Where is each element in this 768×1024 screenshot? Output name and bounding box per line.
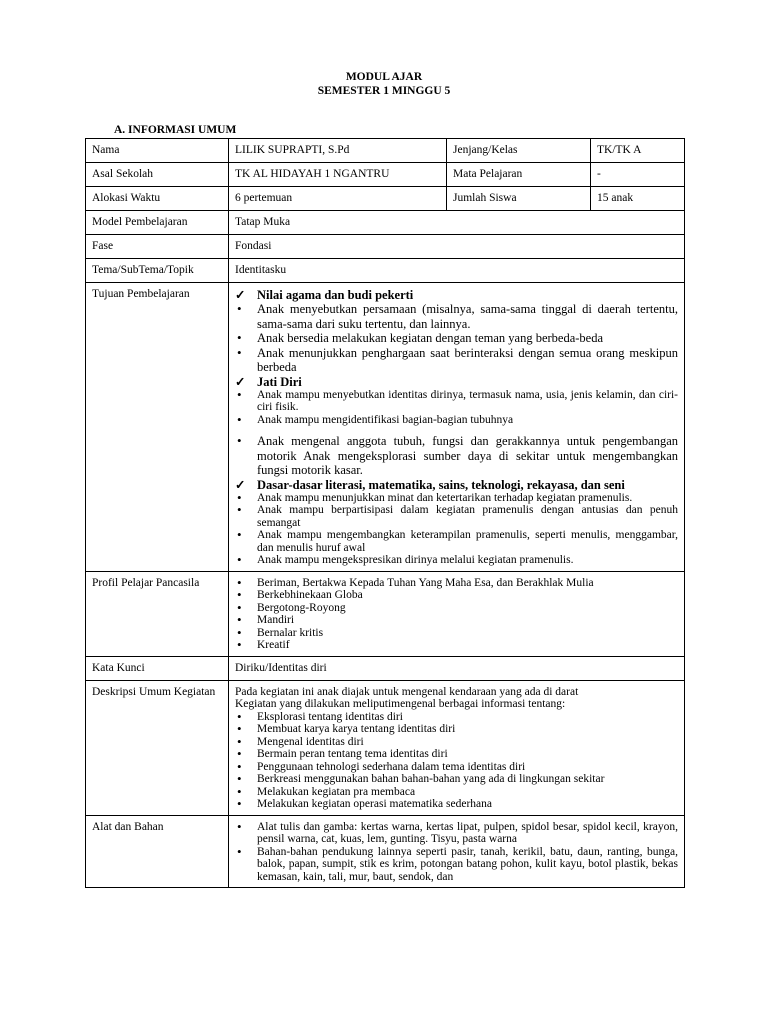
checkmark-icon: ✓ (235, 477, 246, 492)
kata-kunci-label: Kata Kunci (86, 656, 229, 680)
table-row (86, 139, 685, 163)
nama-label: Nama (86, 139, 229, 163)
info-table (85, 138, 685, 888)
alat-label: Alat dan Bahan (86, 815, 229, 888)
tujuan-content (229, 283, 685, 572)
list-item: • Anak menyebutkan persamaan (misalnya, sama-sama tinggal di daerah tertentu, sama-sama dari suku tertentu, dan lainnya. (235, 302, 678, 331)
section-heading: A. INFORMASI UMUM (114, 124, 237, 136)
list-item: • Kreatif (235, 639, 678, 652)
document-title: MODUL AJAR (345, 71, 423, 83)
tujuan-group-2-list-extra (235, 434, 678, 478)
list-item: • Bergotong-Royong (235, 602, 678, 615)
fase-value: Fondasi (229, 235, 685, 259)
checkmark-icon: ✓ (235, 374, 246, 389)
table-row (86, 815, 685, 888)
list-item: • Penggunaan tehnologi sederhana dalam tema identitas diri (235, 761, 678, 774)
tujuan-group-2-list (235, 389, 678, 427)
deskripsi-label: Deskripsi Umum Kegiatan (86, 680, 229, 815)
kata-kunci-value: Diriku/Identitas diri (229, 656, 685, 680)
list-item: • Anak mampu mengidentifikasi bagian-bagian tubuhnya (235, 414, 678, 427)
mapel-value: - (591, 163, 685, 187)
tema-value: Identitasku (229, 259, 685, 283)
list-item: • Anak mampu menunjukkan minat dan ketertarikan terhadap kegiatan pramenulis. (235, 492, 678, 505)
list-item: • Anak mampu mengembangkan keterampilan pramenulis, seperti menulis, menggambar, dan menulis huruf awal (235, 529, 678, 554)
tujuan-group-1-list (235, 302, 678, 375)
tujuan-label: Tujuan Pembelajaran (86, 283, 229, 572)
jenjang-label: Jenjang/Kelas (447, 139, 591, 163)
deskripsi-list (235, 711, 678, 811)
deskripsi-intro-1: Pada kegiatan ini anak diajak untuk mengenal kendaraan yang ada di darat (235, 685, 579, 698)
list-item: • Mengenal identitas diri (235, 736, 678, 749)
list-item: • Melakukan kegiatan pra membaca (235, 786, 678, 799)
list-item: • Anak mengenal anggota tubuh, fungsi dan gerakkannya untuk pengembangan motorik Anak mengeksplorasi sumber daya di sekitar untuk mengembangkan fungsi motorik kasar. (235, 434, 678, 478)
list-item: • Alat tulis dan gamba: kertas warna, kertas lipat, pulpen, spidol besar, spidol kecil, krayon, pensil warna, cat, kuas, lem, gunting. Tisyu, pasta warna (235, 821, 678, 846)
table-row (86, 211, 685, 235)
tujuan-group-3 (235, 478, 678, 492)
list-item: • Beriman, Bertakwa Kepada Tuhan Yang Maha Esa, dan Berakhlak Mulia (235, 577, 678, 590)
list-item: • Bermain peran tentang tema identitas diri (235, 748, 678, 761)
siswa-value: 15 anak (591, 187, 685, 211)
table-row (86, 656, 685, 680)
table-row (86, 235, 685, 259)
list-item: • Anak mampu mengekspresikan dirinya melalui kegiatan pramenulis. (235, 554, 678, 567)
alokasi-label: Alokasi Waktu (86, 187, 229, 211)
alat-content (229, 815, 685, 888)
list-item: • Anak mampu menyebutkan identitas dirinya, termasuk nama, usia, jenis kelamin, dan ciri-ciri fisik. (235, 389, 678, 414)
tema-label: Tema/SubTema/Topik (86, 259, 229, 283)
sekolah-value: TK AL HIDAYAH 1 NGANTRU (229, 163, 447, 187)
tujuan-group-1-heading: Nilai agama dan budi pekerti (257, 288, 414, 302)
checkmark-icon: ✓ (235, 288, 246, 302)
alat-list (235, 821, 678, 884)
tujuan-group-2-heading: Jati Diri (257, 374, 302, 389)
table-row (86, 259, 685, 283)
list-item: • Berkebhinekaan Globa (235, 589, 678, 602)
list-item: • Anak bersedia melakukan kegiatan dengan teman yang berbeda-beda (235, 331, 678, 346)
list-item: • Melakukan kegiatan operasi matematika sederhana (235, 798, 678, 811)
nama-value: LILIK SUPRAPTI, S.Pd (229, 139, 447, 163)
tujuan-group-1 (235, 288, 678, 302)
deskripsi-intro-2: Kegiatan yang dilakukan meliputimengenal berbagai informasi tentang: (235, 698, 566, 710)
list-item: • Membuat karya karya tentang identitas diri (235, 723, 678, 736)
profil-content (229, 571, 685, 656)
deskripsi-content (229, 680, 685, 815)
list-item: • Bernalar kritis (235, 627, 678, 640)
tujuan-group-2 (235, 375, 678, 389)
fase-label: Fase (86, 235, 229, 259)
list-item: • Anak menunjukkan penghargaan saat berinteraksi dengan semua orang meskipun berbeda (235, 346, 678, 375)
model-label: Model Pembelajaran (86, 211, 229, 235)
tujuan-group-3-list (235, 492, 678, 567)
list-item: • Bahan-bahan pendukung lainnya seperti pasir, tanah, kerikil, batu, daun, ranting, bunga, balok, papan, sumpit, stik es krim, potongan batang pohon, kulit kayu, botol plastik, bekas kemasan, kain, tali, mur, baut, sendok, dan (235, 846, 678, 884)
list-item: • Berkreasi menggunakan bahan bahan-bahan yang ada di lingkungan sekitar (235, 773, 678, 786)
sekolah-label: Asal Sekolah (86, 163, 229, 187)
list-item: • Mandiri (235, 614, 678, 627)
mapel-label: Mata Pelajaran (447, 163, 591, 187)
table-row (86, 163, 685, 187)
jenjang-value: TK/TK A (591, 139, 685, 163)
list-item: • Anak mampu berpartisipasi dalam kegiatan pramenulis dengan antusias dan penuh semangat (235, 504, 678, 529)
model-value: Tatap Muka (229, 211, 685, 235)
table-row (86, 680, 685, 815)
document-subtitle: SEMESTER 1 MINGGU 5 (317, 85, 451, 97)
tujuan-group-3-heading: Dasar-dasar literasi, matematika, sains, teknologi, rekayasa, dan seni (257, 477, 625, 492)
table-row (86, 187, 685, 211)
alokasi-value: 6 pertemuan (229, 187, 447, 211)
table-row (86, 283, 685, 572)
profil-label: Profil Pelajar Pancasila (86, 571, 229, 656)
siswa-label: Jumlah Siswa (447, 187, 591, 211)
table-row (86, 571, 685, 656)
profil-list (235, 577, 678, 652)
list-item: • Eksplorasi tentang identitas diri (235, 711, 678, 724)
